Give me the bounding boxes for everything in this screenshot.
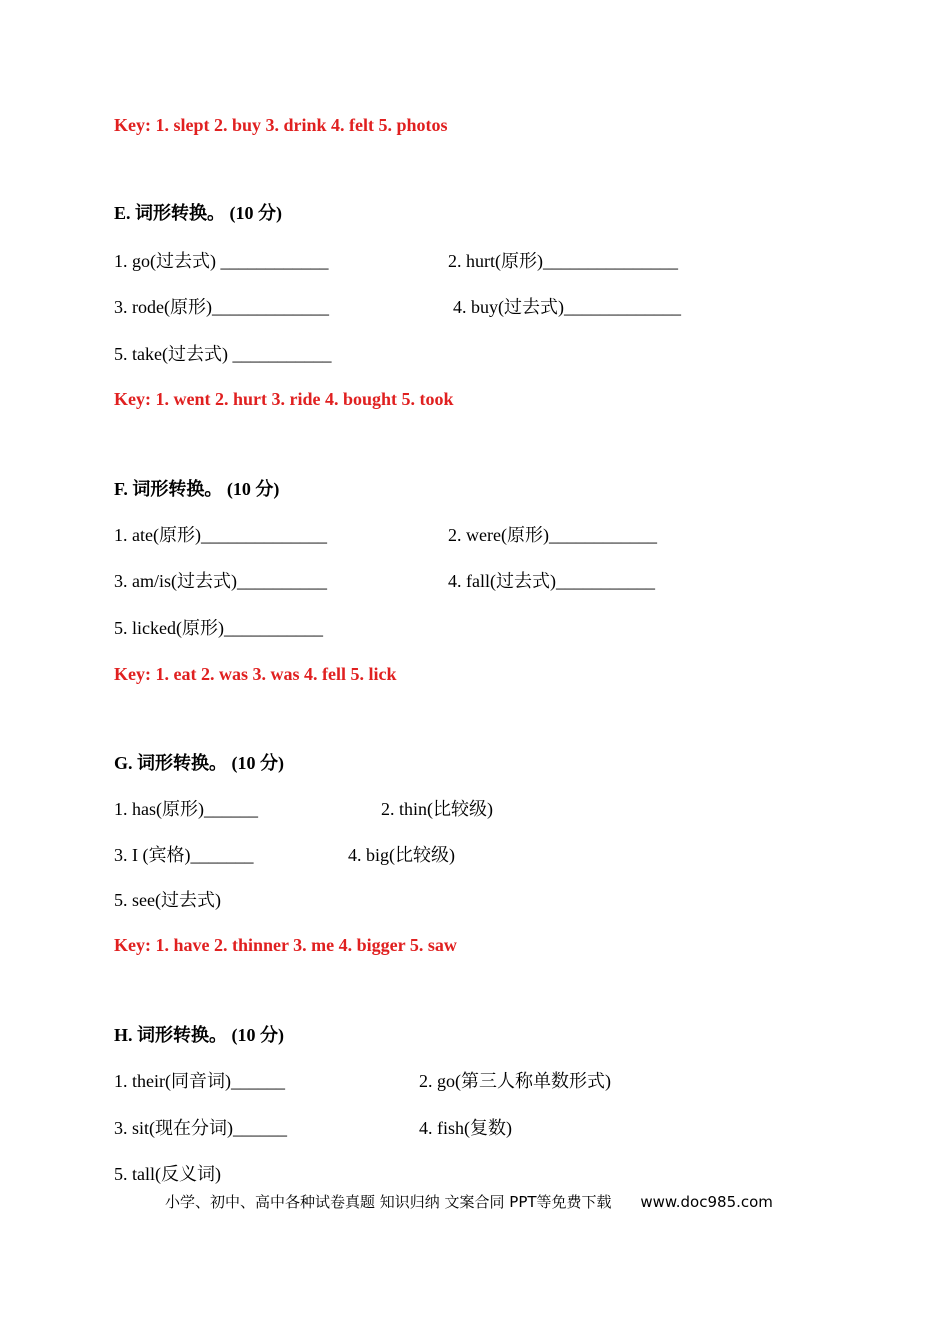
section-h-row-2	[114, 1117, 512, 1139]
section-g-item-5: 5. see(过去式)	[114, 890, 221, 910]
section-e-row-2	[114, 296, 681, 318]
section-f-item-5: 5. licked(原形)___________	[114, 618, 323, 638]
section-f-row-1	[114, 524, 657, 546]
section-e-item-5: 5. take(过去式) ___________	[114, 344, 332, 364]
section-g-row-2	[114, 844, 455, 866]
answer-key-d: Key: 1. slept 2. buy 3. drink 4. felt 5. photos	[114, 115, 448, 135]
section-h-row-1	[114, 1070, 611, 1092]
section-f-item-4: 4. fall(过去式)___________	[448, 571, 655, 591]
section-e-title: E. 词形转换。 (10 分)	[114, 203, 282, 223]
section-f-row-2	[114, 570, 655, 592]
section-e-row-1	[114, 250, 678, 272]
section-e-item-3: 3. rode(原形)_____________	[114, 297, 329, 317]
section-e-item-4: 4. buy(过去式)_____________	[453, 297, 681, 317]
section-g-item-4: 4. big(比较级)	[348, 845, 455, 865]
section-g-item-2: 2. thin(比较级)	[381, 799, 493, 819]
section-h-item-3: 3. sit(现在分词)______	[114, 1118, 287, 1138]
section-g-title: G. 词形转换。 (10 分)	[114, 753, 284, 773]
answer-key-f: Key: 1. eat 2. was 3. was 4. fell 5. lick	[114, 664, 397, 684]
section-e-item-2: 2. hurt(原形)_______________	[448, 251, 678, 271]
page-footer	[165, 1191, 773, 1212]
section-f-item-1: 1. ate(原形)______________	[114, 525, 327, 545]
answer-key-e: Key: 1. went 2. hurt 3. ride 4. bought 5. took	[114, 389, 454, 409]
section-h-title: H. 词形转换。 (10 分)	[114, 1025, 284, 1045]
answer-key-g: Key: 1. have 2. thinner 3. me 4. bigger 5. saw	[114, 935, 457, 955]
section-g-item-3: 3. I (宾格)_______	[114, 845, 254, 865]
section-g-item-1: 1. has(原形)______	[114, 799, 258, 819]
section-h-item-5: 5. tall(反义词)	[114, 1164, 221, 1184]
section-f-item-2: 2. were(原形)____________	[448, 525, 657, 545]
section-g-row-1	[114, 798, 493, 820]
footer-text: 小学、初中、高中各种试卷真题 知识归纳 文案合同 PPT等免费下载	[165, 1193, 612, 1211]
section-h-item-1: 1. their(同音词)______	[114, 1071, 285, 1091]
section-h-item-2: 2. go(第三人称单数形式)	[419, 1071, 611, 1091]
section-f-item-3: 3. am/is(过去式)__________	[114, 571, 327, 591]
section-e-item-1: 1. go(过去式) ____________	[114, 251, 329, 271]
section-f-title: F. 词形转换。 (10 分)	[114, 479, 280, 499]
section-h-item-4: 4. fish(复数)	[419, 1118, 512, 1138]
footer-url[interactable]: www.doc985.com	[640, 1193, 773, 1211]
